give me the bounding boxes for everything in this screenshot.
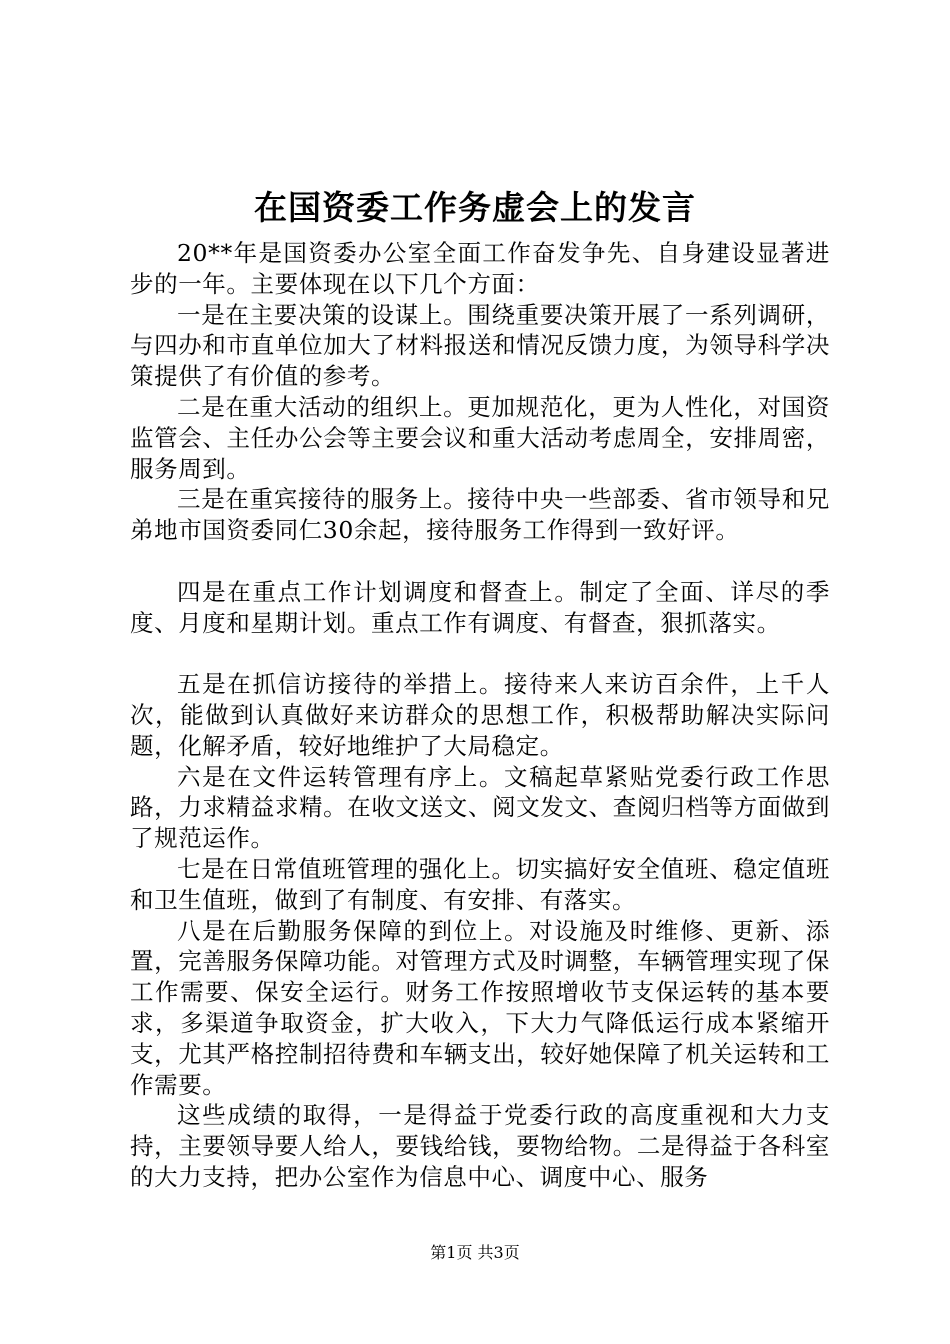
paragraph-intro: 20**年是国资委办公室全面工作奋发争先、自身建设显著进步的一年。主要体现在以下几个方面： [130, 239, 830, 298]
paragraph-point-2: 二是在重大活动的组织上。更加规范化，更为人性化，对国资监管会、主任办公会等主要会议和重大活动考虑周全，安排周密，服务周到。 [130, 392, 830, 483]
document-body [130, 238, 830, 1193]
paragraph-conclusion: 这些成绩的取得，一是得益于党委行政的高度重视和大力支持，主要领导要人给人，要钱给钱，要物给物。二是得益于各科室的大力支持，把办公室作为信息中心、调度中心、服务 [130, 1101, 830, 1191]
page-footer: 第1页 共3页 [430, 1243, 520, 1262]
paragraph-point-8: 八是在后勤服务保障的到位上。对设施及时维修、更新、添置，完善服务保障功能。对管理方式及时调整，车辆管理实现了保工作需要、保安全运行。财务工作按照增收节支保运转的基本要求，多渠道争取资金，扩大收入，下大力气降低运行成本紧缩开支，尤其严格控制招待费和车辆支出，较好她保障了机关运转和工作需要。 [130, 916, 830, 1099]
paragraph-point-3: 三是在重宾接待的服务上。接待中央一些部委、省市领导和兄弟地市国资委同仁30余起，接待服务工作得到一致好评。 [130, 485, 830, 545]
document-title: 在国资委工作务虚会上的发言 [254, 188, 696, 227]
paragraph-point-1: 一是在主要决策的设谋上。围绕重要决策开展了一系列调研，与四办和市直单位加大了材料报送和情况反馈力度，为领导科学决策提供了有价值的参考。 [130, 300, 830, 391]
paragraph-point-4: 四是在重点工作计划调度和督查上。制定了全面、详尽的季度、月度和星期计划。重点工作有调度、有督查，狠抓落实。 [130, 577, 830, 637]
paragraph-point-7: 七是在日常值班管理的强化上。切实搞好安全值班、稳定值班和卫生值班，做到了有制度、有安排、有落实。 [130, 854, 830, 914]
paragraph-point-5: 五是在抓信访接待的举措上。接待来人来访百余件，上千人次，能做到认真做好来访群众的思想工作，积极帮助解决实际问题，化解矛盾，较好地维护了大局稳定。 [130, 670, 830, 760]
paragraph-point-6: 六是在文件运转管理有序上。文稿起草紧贴党委行政工作思路，力求精益求精。在收文送文、阅文发文、查阅归档等方面做到了规范运作。 [130, 762, 830, 853]
